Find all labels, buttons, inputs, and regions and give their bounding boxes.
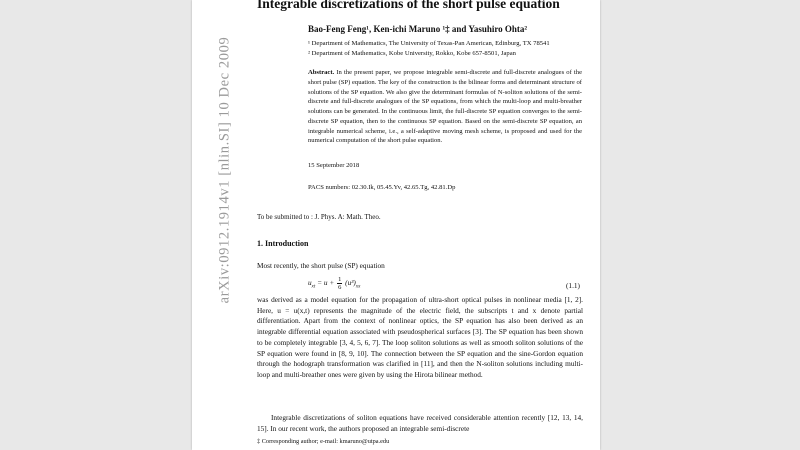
abstract-label: Abstract. — [308, 69, 335, 76]
submission-note: To be submitted to : J. Phys. A: Math. Theo. — [257, 213, 381, 221]
eq-fraction — [337, 276, 342, 291]
eq-frac-den: 6 — [338, 284, 342, 291]
equation-1-1 — [308, 276, 360, 291]
eq-lhs: u — [308, 278, 312, 288]
eq-rhs-sub: xx — [355, 284, 361, 290]
section-heading: 1. Introduction — [257, 239, 309, 248]
eq-rhs-b: (u³) — [345, 278, 356, 288]
abstract — [308, 68, 582, 146]
affiliation-2: ² Department of Mathematics, Kobe University, Rokko, Kobe 657-8501, Japan — [308, 50, 516, 57]
eq-frac-num: 1 — [338, 276, 342, 283]
eq-lhs-sub: xt — [311, 284, 316, 290]
arxiv-stamp — [201, 20, 249, 320]
body-paragraph-2: Integrable discretizations of soliton equations have received considerable attention recently [12, 13, 14, 15]. In our recent work, the authors proposed an integrable semi-discrete — [257, 413, 583, 433]
paper-title: Integrable discretizations of the short pulse equation — [257, 0, 560, 11]
footnote: ‡ Corresponding author; e-mail: kmaruno@utpa.edu — [257, 438, 390, 445]
abstract-text: In the present paper, we propose integrable semi-discrete and full-discrete analogues of the short pulse (SP) equation. The key of the construction is the bilinear forms and determinant structure of solutions of the SP equation. We also give the determinant formulas of N-soliton solutions of the semi-discrete and full-discrete analogues of the SP equations, from which the multi-loop and multi-breather solutions can be generated. In the continuous limit, the full-discrete SP equation converges to the semi-discrete SP equation, then to the continuous SP equation. Based on the semi-discrete SP equation, an integrable numerical scheme, i.e., a self-adaptive moving mesh scheme, is proposed and used for the numerical computation of the short pulse equation. — [308, 69, 582, 145]
equation-number: (1.1) — [566, 281, 580, 290]
paper-date: 15 September 2018 — [308, 162, 360, 169]
affiliation-1: ¹ Department of Mathematics, The University of Texas-Pan American, Edinburg, TX 78541 — [308, 40, 550, 47]
intro-sentence: Most recently, the short pulse (SP) equation — [257, 261, 385, 270]
author-list: Bao-Feng Feng¹, Ken-ichi Maruno ¹‡ and Yasuhiro Ohta² — [308, 24, 528, 34]
eq-rhs-a: = u + — [317, 278, 335, 288]
arxiv-identifier: arXiv:0912.1914v1 [nlin.SI] 10 Dec 2009 — [216, 36, 233, 304]
pacs-numbers: PACS numbers: 02.30.Ik, 05.45.Yv, 42.65.Tg, 42.81.Dp — [308, 184, 456, 191]
body-paragraph-1: was derived as a model equation for the propagation of ultra-short optical pulses in nonlinear media [1, 2]. Here, u = u(x,t) represents the magnitude of the electric field, the subscripts t and x denote partial differentiation. Apart from the context of nonlinear optics, the SP equation has also been derived as an integrable differential equation associated with pseudospherical surfaces [3]. The SP equation has been shown to be completely integrable [3, 4, 5, 6, 7]. The loop soliton solutions as well as smooth soliton solutions of the SP equation were found in [8, 9, 10]. The connection between the SP equation and the sine-Gordon equation through the hodograph transformation was clarified in [11], and then the N-soliton solutions including multi-loop and multi-breather ones were given by using the Hirota bilinear method. — [257, 295, 583, 379]
